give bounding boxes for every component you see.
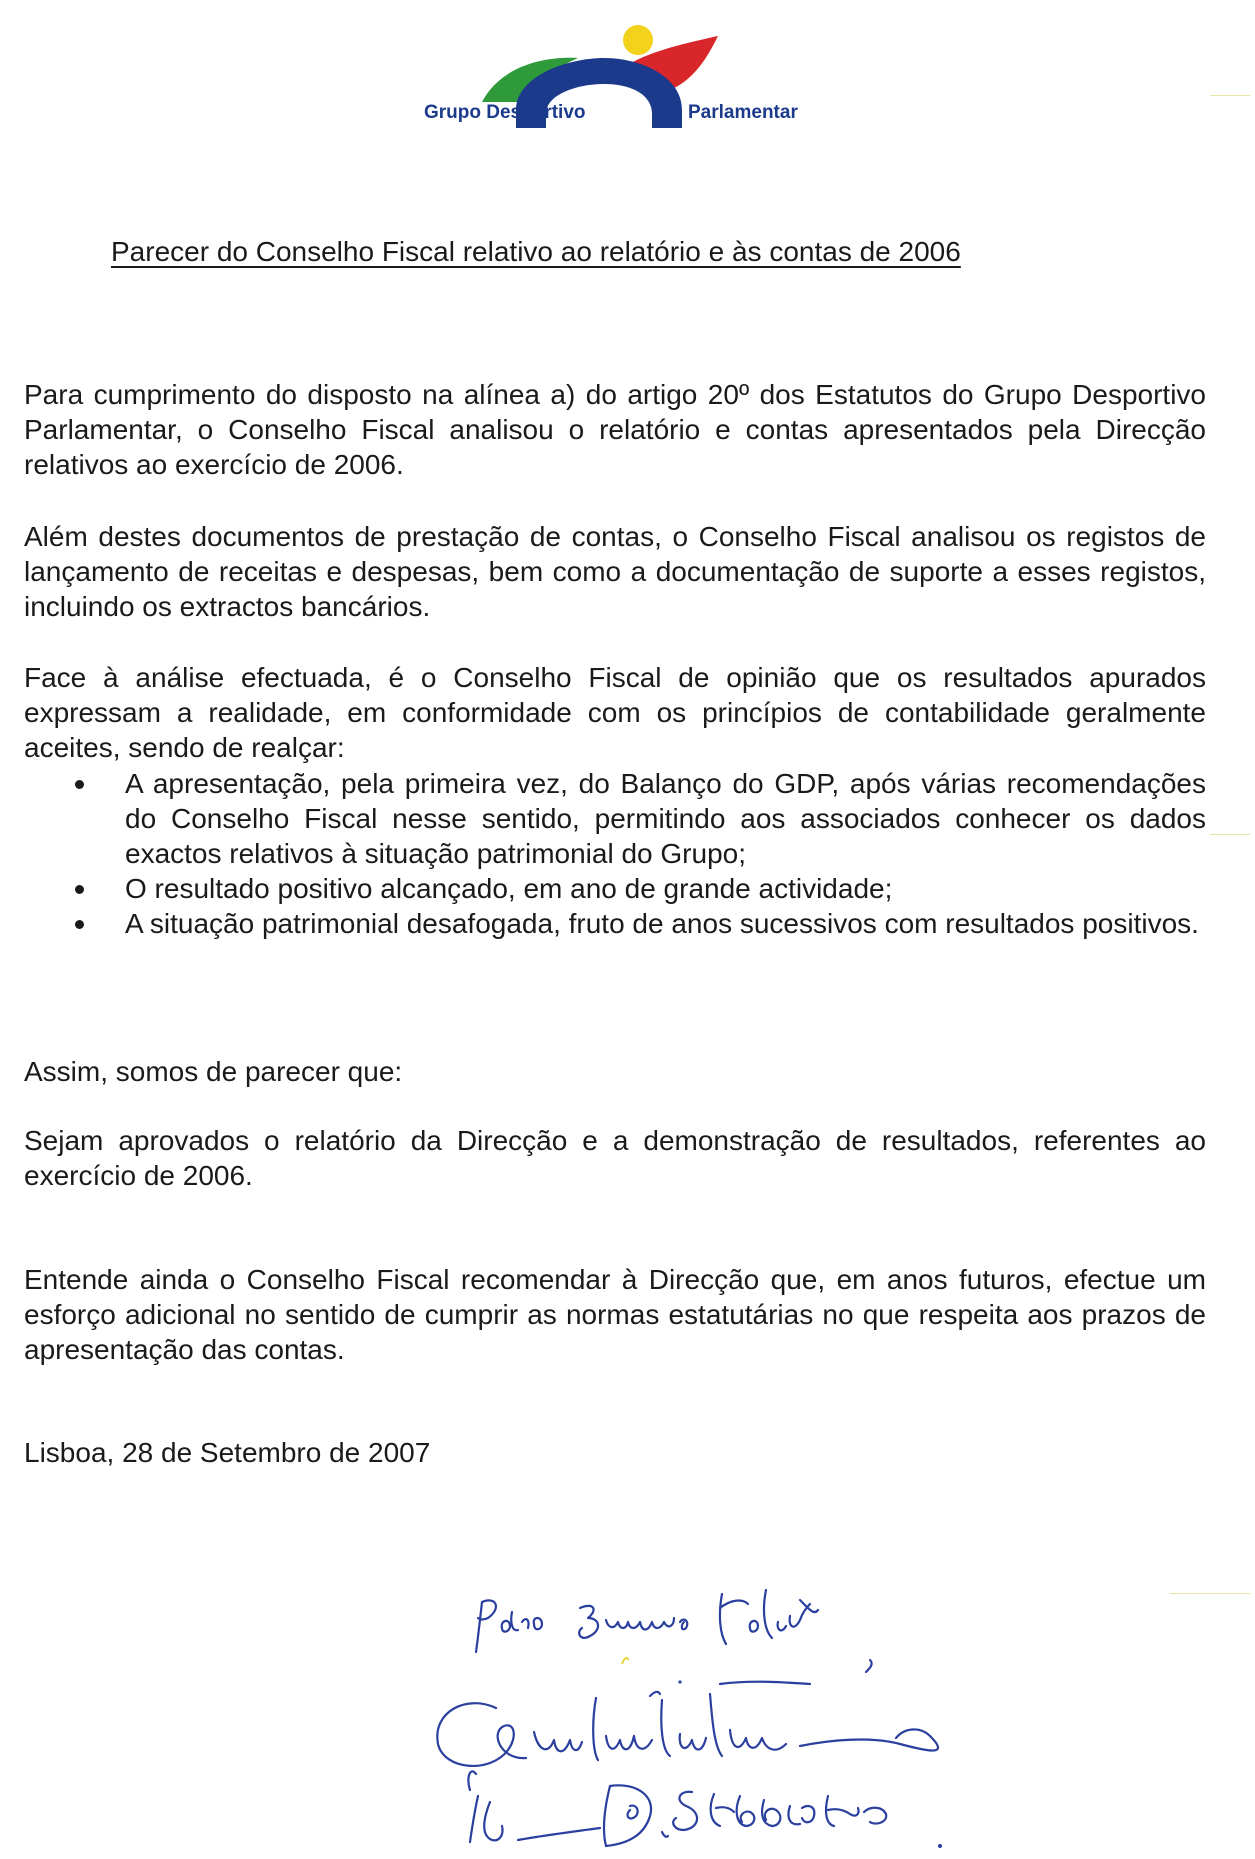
logo <box>420 10 820 135</box>
place-date: Lisboa, 28 de Setembro de 2007 <box>24 1437 431 1468</box>
bullet-icon <box>75 885 84 894</box>
signature-graphic <box>430 1560 1210 1850</box>
paragraph-5: Sejam aprovados o relatório da Direcção e a demonstração de resultados, referentes ao exercício de 2006. <box>24 1125 1206 1191</box>
logo-text-right: Parlamentar <box>688 102 798 123</box>
bullet-icon <box>75 780 84 789</box>
list-item <box>24 906 1206 941</box>
paragraph-6: Entende ainda o Conselho Fiscal recomendar à Direcção que, em anos futuros, efectue um esforço adicional no sentido de cumprir as normas estatutárias no que respeita aos prazos de apresentação das contas. <box>24 1264 1206 1365</box>
list-item-text: O resultado positivo alcançado, em ano de grande actividade; <box>125 873 893 904</box>
list-item <box>24 871 1206 906</box>
bullet-icon <box>75 920 84 929</box>
paragraph-3: Face à análise efectuada, é o Conselho Fiscal de opinião que os resultados apurados expressam a realidade, em conformidade com os princípios de contabilidade geralmente aceites, sendo de realçar: <box>24 662 1206 763</box>
scan-mark <box>1170 1593 1250 1594</box>
paragraph-2: Além destes documentos de prestação de contas, o Conselho Fiscal analisou os registos de lançamento de receitas e despesas, bem como a documentação de suporte a esses registos, incluindo os extractos bancários. <box>24 521 1206 622</box>
signatures <box>430 1560 1210 1850</box>
scan-mark <box>1210 834 1250 835</box>
logo-text-left: Grupo Desportivo <box>424 102 586 123</box>
list-item <box>24 766 1206 871</box>
scan-mark <box>1210 95 1250 96</box>
list-item-text: A situação patrimonial desafogada, fruto de anos sucessivos com resultados positivos. <box>125 908 1199 939</box>
paragraph-1: Para cumprimento do disposto na alínea a) do artigo 20º dos Estatutos do Grupo Desportivo Parlamentar, o Conselho Fiscal analisou o relatório e contas apresentados pela Direcção relativos ao exercício de 2006. <box>24 379 1206 480</box>
highlights-list <box>24 766 1206 941</box>
paragraph-4: Assim, somos de parecer que: <box>24 1056 403 1087</box>
document-title: Parecer do Conselho Fiscal relativo ao relatório e às contas de 2006 <box>111 236 961 267</box>
list-item-text: A apresentação, pela primeira vez, do Balanço do GDP, após várias recomendações do Conselho Fiscal nesse sentido, permitindo aos associados conhecer os dados exactos relativos à situação patrimonial do Grupo; <box>125 768 1206 869</box>
